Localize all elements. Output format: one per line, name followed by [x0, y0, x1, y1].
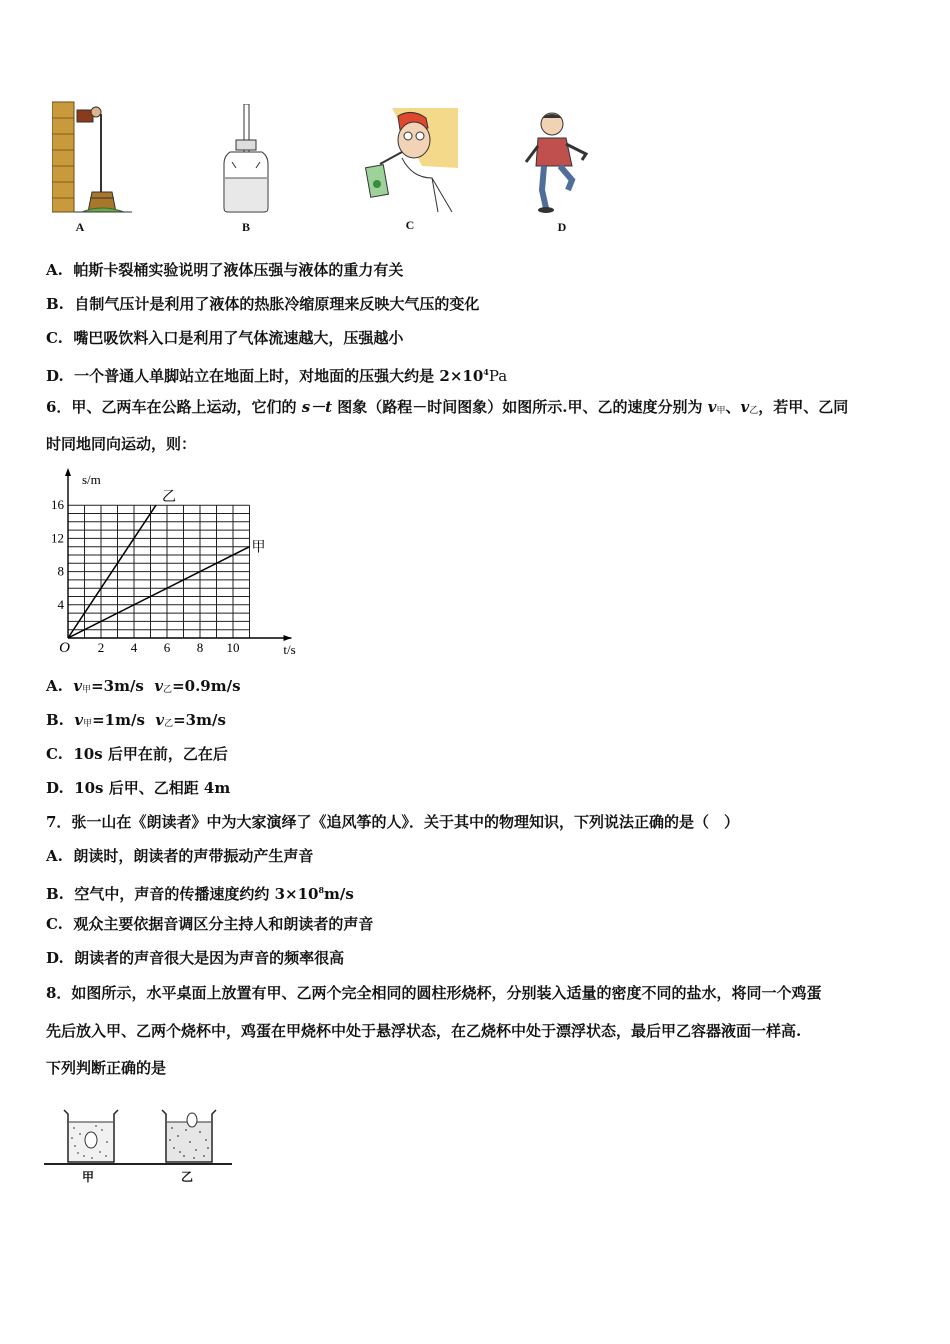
- q7-option-d: [46, 948, 344, 968]
- stem-text: 下列判断正确的是: [46, 1059, 167, 1077]
- q5-option-a: [46, 260, 403, 280]
- y-tick-label: 4: [57, 596, 64, 612]
- option-text: 一个普通人单脚站立在地面上时，对地面的压强大约是 2×10: [74, 367, 484, 385]
- x-axis-label: t/s: [283, 642, 296, 657]
- option-value: =3m/s: [173, 711, 226, 729]
- option-letter: B.: [46, 711, 64, 729]
- q5-figure-row: [48, 100, 608, 240]
- egg-icon: [187, 1113, 197, 1127]
- series-line-jia: [68, 547, 250, 638]
- option-text: 帕斯卡裂桶实验说明了液体压强与液体的重力有关: [73, 261, 404, 279]
- person-one-foot-icon: [522, 110, 592, 215]
- option-letter: A.: [46, 261, 63, 279]
- stem-text: 7．张一山在《朗读者》中为大家演绎了《追风筝的人》．关于其中的物理知识，下列说法正确的是（ ）: [46, 813, 739, 831]
- exponent: 4: [483, 367, 489, 377]
- q7-option-b: [46, 880, 354, 904]
- q7-option-c: [46, 914, 373, 934]
- stem-text: 先后放入甲、乙两个烧杯中，鸡蛋在甲烧杯中处于悬浮状态，在乙烧杯中处于漂浮状态，最后甲乙容器液面一样高.: [46, 1022, 802, 1040]
- option-unit: Pa: [488, 367, 508, 385]
- v-symbol: v: [740, 398, 750, 416]
- option-letter: C.: [46, 329, 63, 347]
- x-tick-label: 8: [196, 640, 204, 655]
- q7-stem: [46, 812, 739, 832]
- q6-stem-line2: [46, 434, 196, 454]
- exponent: 8: [318, 885, 325, 895]
- origin-label: O: [59, 640, 70, 656]
- option-letter: B.: [46, 885, 64, 903]
- stem-text: ，若甲、乙同: [758, 398, 849, 416]
- y-axis-arrow: [65, 468, 71, 476]
- subscript: 甲: [83, 719, 93, 729]
- q6-option-a: [46, 676, 241, 700]
- stem-text: 6．甲、乙两车在公路上运动，它们的: [46, 398, 297, 416]
- figure-label-a: A: [75, 220, 85, 234]
- option-letter: A.: [46, 677, 63, 695]
- option-letter: D.: [46, 367, 64, 385]
- option-text: 10s 后甲在前，乙在后: [73, 745, 228, 763]
- q6-option-d: [46, 778, 230, 798]
- beaker-label-yi: 乙: [181, 1170, 194, 1184]
- option-letter: C.: [46, 745, 63, 763]
- q8-stem-line3: [46, 1058, 166, 1078]
- option-letter: D.: [46, 949, 64, 967]
- q8-stem-line1: [46, 983, 821, 1003]
- option-value: =0.9m/s: [172, 677, 241, 695]
- option-text: 朗读时，朗读者的声带振动产生声音: [73, 847, 314, 865]
- v-symbol: v: [74, 711, 84, 729]
- option-text: 朗读者的声音很大是因为声音的频率很高: [74, 949, 345, 967]
- option-unit: m/s: [324, 885, 354, 903]
- y-axis-label: s/m: [82, 472, 101, 487]
- subscript: 乙: [164, 719, 174, 729]
- straw-drinking-icon: [362, 108, 458, 213]
- q5-option-b: [46, 294, 479, 314]
- st-symbol: s－t: [301, 398, 333, 416]
- series-label-yi: 乙: [161, 490, 176, 506]
- series-label-jia: 甲: [251, 540, 266, 556]
- option-text: 自制气压计是利用了液体的热胀冷缩原理来反映大气压的变化: [74, 295, 480, 313]
- beaker-yi: [162, 1110, 216, 1162]
- x-axis-arrow: [284, 635, 292, 641]
- stem-text: 时同地同向运动，则：: [46, 435, 197, 453]
- stem-text: 图象（路程－时间图象）如图所示.甲、乙的速度分别为: [337, 398, 703, 416]
- barometer-bottle-icon: [222, 104, 272, 214]
- q7-option-a: [46, 846, 313, 866]
- y-tick-label: 8: [57, 563, 64, 579]
- x-tick-label: 6: [163, 640, 171, 655]
- option-letter: D.: [46, 779, 64, 797]
- figure-label-b: B: [241, 220, 250, 234]
- subscript: 乙: [749, 406, 759, 416]
- x-tick-label: 2: [97, 640, 105, 655]
- subscript: 乙: [163, 685, 173, 695]
- figure-label-d: D: [557, 220, 567, 234]
- option-text: 空气中，声音的传播速度约约 3×10: [74, 885, 319, 903]
- option-letter: B.: [46, 295, 64, 313]
- q5-option-c: [46, 328, 403, 348]
- q8-stem-line2: [46, 1021, 801, 1041]
- y-tick-label: 16: [51, 497, 64, 513]
- q6-option-c: [46, 744, 228, 764]
- st-graph: [46, 462, 316, 660]
- option-text: 10s 后甲、乙相距 4m: [74, 779, 231, 797]
- option-letter: A.: [46, 847, 63, 865]
- option-value: =3m/s: [91, 677, 144, 695]
- figure-label-c: C: [405, 218, 415, 232]
- q6-stem-line1: [46, 397, 848, 421]
- x-tick-label: 4: [130, 640, 138, 655]
- q6-option-b: [46, 710, 226, 734]
- beakers-figure: [44, 1106, 236, 1168]
- v-symbol: v: [73, 677, 83, 695]
- q5-option-d: [46, 362, 507, 386]
- option-value: =1m/s: [92, 711, 145, 729]
- y-tick-label: 12: [51, 530, 64, 546]
- v-symbol: v: [154, 677, 164, 695]
- option-text: 嘴巴吸饮料入口是利用了气体流速越大，压强越小: [73, 329, 404, 347]
- subscript: 甲: [82, 685, 92, 695]
- x-tick-label: 10: [226, 640, 240, 655]
- option-text: 观众主要依据音调区分主持人和朗读者的声音: [73, 915, 374, 933]
- beaker-label-jia: 甲: [82, 1170, 95, 1184]
- subscript: 甲: [716, 406, 726, 416]
- beaker-jia: [64, 1110, 118, 1162]
- v-symbol: v: [155, 711, 165, 729]
- option-letter: C.: [46, 915, 63, 933]
- egg-icon: [85, 1132, 97, 1148]
- stem-text: 8．如图所示，水平桌面上放置有甲、乙两个完全相同的圆柱形烧杯，分别装入适量的密度不同的盐水，将同一个鸡蛋: [46, 984, 822, 1002]
- separator: 、: [725, 398, 741, 416]
- pascal-barrel-icon: [52, 100, 132, 215]
- v-symbol: v: [707, 398, 717, 416]
